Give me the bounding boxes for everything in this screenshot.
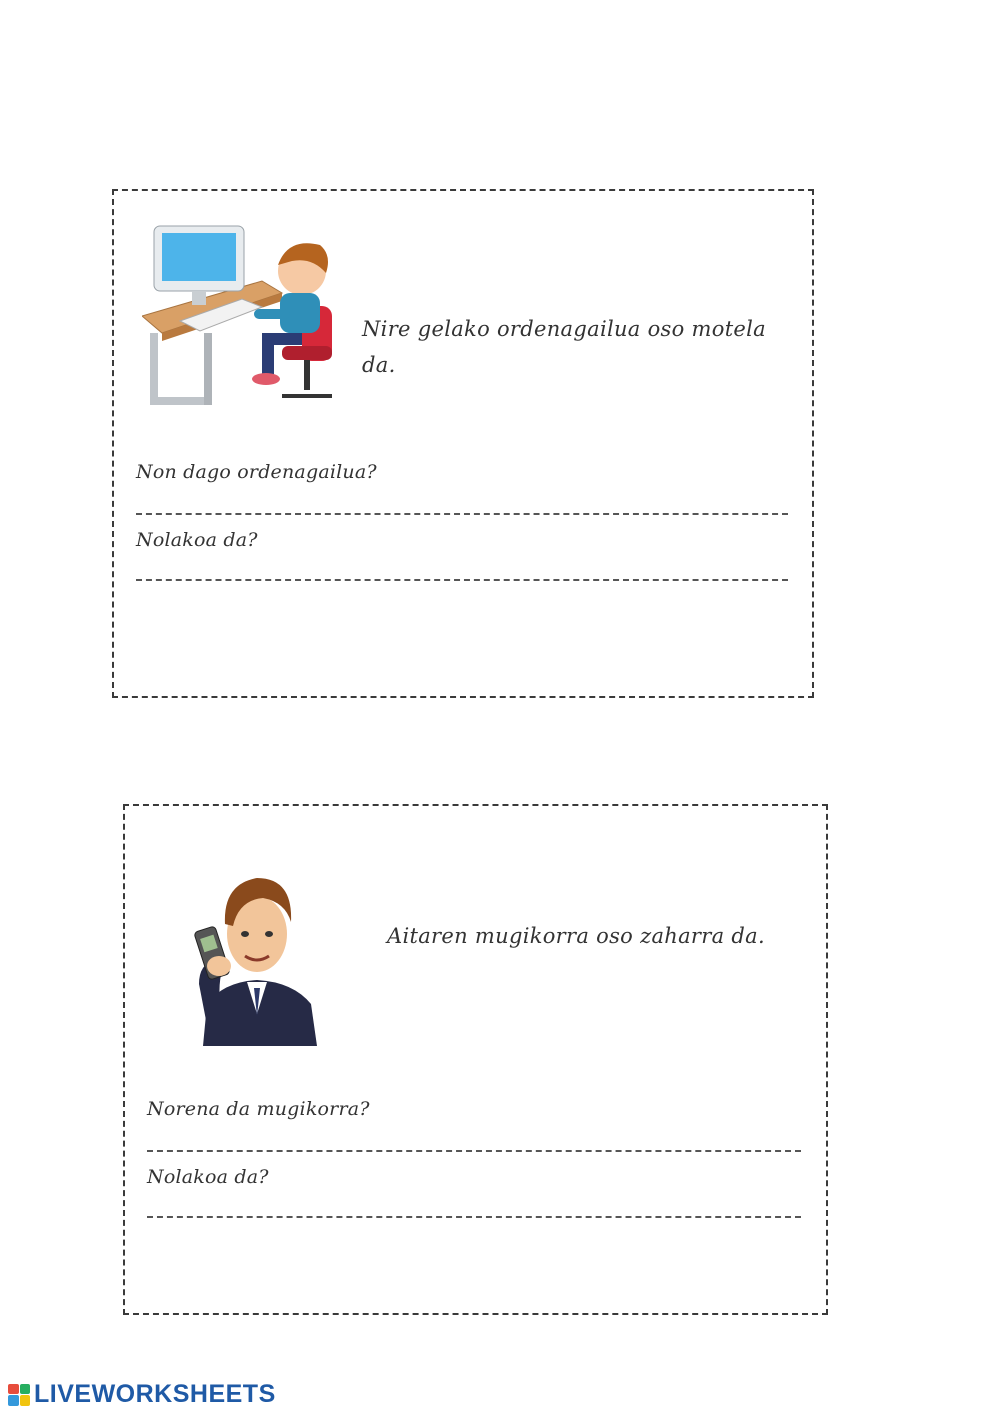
reading-sentence: Nire gelako ordenagailua oso motela da. [362, 317, 766, 377]
reading-sentence: Aitaren mugikorra oso zaharra da. [387, 924, 765, 948]
logo-grid-icon [8, 1384, 30, 1406]
answer-line-2[interactable] [136, 579, 788, 581]
question-how: Nolakoa da? [147, 1166, 269, 1188]
answer-line-2[interactable] [147, 1216, 801, 1218]
answer-line-1[interactable] [147, 1150, 801, 1152]
exercise-card-phone [123, 804, 828, 1315]
boy-at-computer-illustration [142, 221, 352, 416]
question-where: Non dago ordenagailua? [136, 461, 377, 483]
logo-text: LIVEWORKSHEETS [34, 1380, 276, 1408]
answer-line-1[interactable] [136, 513, 788, 515]
question-whose: Norena da mugikorra? [147, 1098, 370, 1120]
liveworksheets-logo[interactable] [8, 1380, 276, 1409]
man-on-phone-illustration [193, 864, 323, 1046]
exercise-card-computer [112, 189, 814, 698]
question-how: Nolakoa da? [136, 529, 258, 551]
